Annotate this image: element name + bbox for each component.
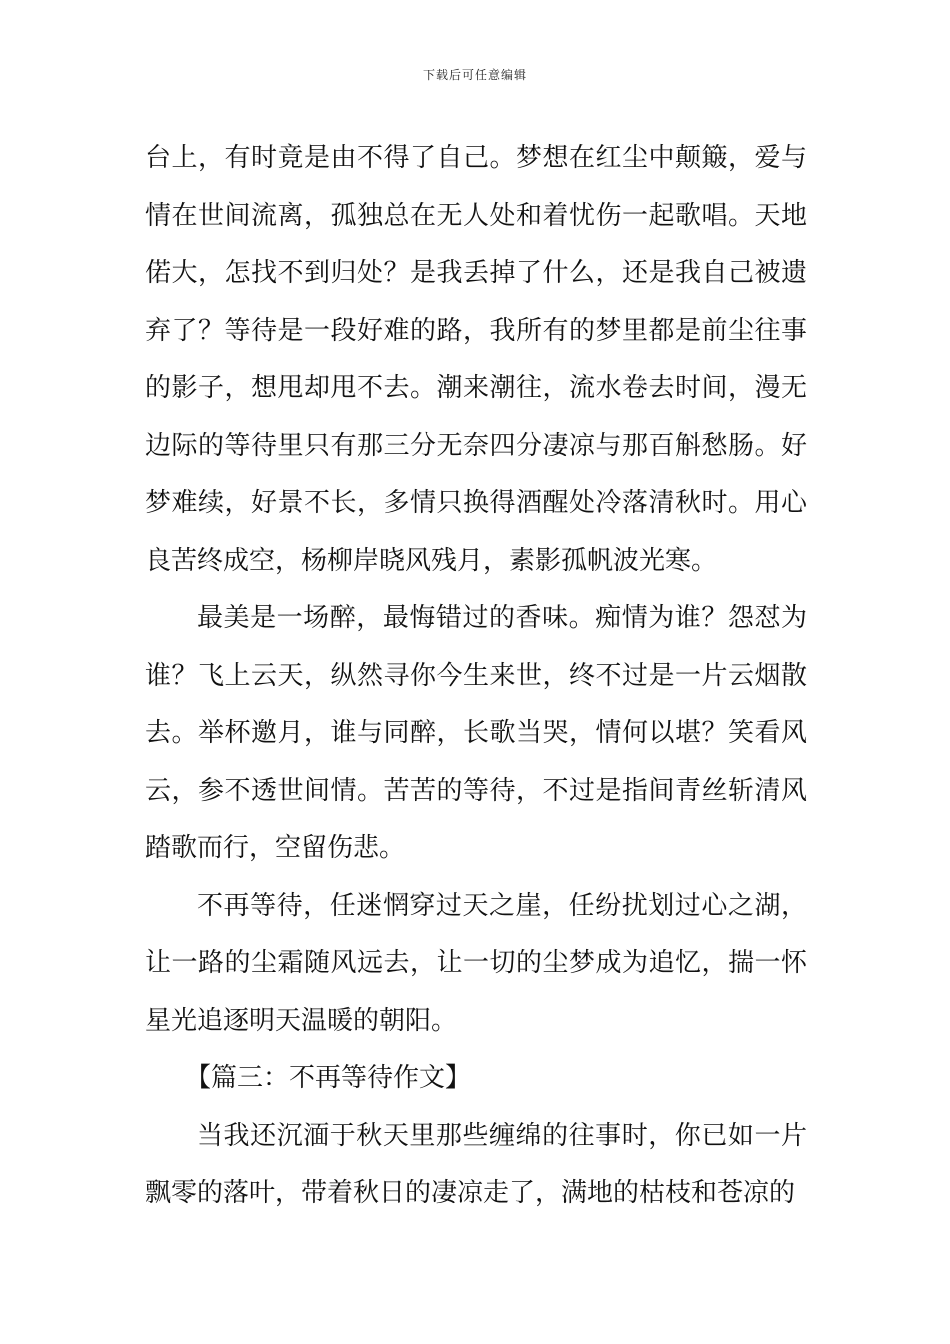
paragraph: 最美是一场醉，最悔错过的香味。痴情为谁？怨怼为谁？飞上云天，纵然寻你今生来世，终不过是一片云烟散去。举杯邀月，谁与同醉，长歌当哭，情何以堪？笑看风云，参不透世间情。苦苦的等待，不过是指间青丝斩清风踏歌而行，空留伤悲。 <box>145 603 807 863</box>
document-body <box>145 130 807 1223</box>
page-header: 下载后可任意编辑 <box>422 68 527 82</box>
paragraph: 当我还沉湎于秋天里那些缠绵的往事时，你已如一片飘零的落叶，带着秋日的凄凉走了，满地的枯枝和苍凉的 <box>145 1120 807 1208</box>
paragraph: 不再等待，任迷惘穿过天之崖，任纷扰划过心之湖，让一路的尘霜随风远去，让一切的尘梦成为追忆，揣一怀星光追逐明天温暖的朝阳。 <box>145 890 807 1036</box>
section-heading: 【篇三：不再等待作文】 <box>185 1063 472 1093</box>
paragraph-continuation: 台上，有时竟是由不得了自己。梦想在红尘中颠簸，爱与情在世间流离，孤独总在无人处和着忧伤一起歌唱。天地偌大，怎找不到归处？是我丢掉了什么，还是我自己被遗弃了？等待是一段好难的路，我所有的梦里都是前尘往事的影子，想甩却甩不去。潮来潮往，流水卷去时间，漫无边际的等待里只有那三分无奈四分凄凉与那百斛愁肠。好梦难续，好景不长，多情只换得酒醒处冷落清秋时。用心良苦终成空，杨柳岸晓风残月，素影孤帆波光寒。 <box>145 143 807 576</box>
